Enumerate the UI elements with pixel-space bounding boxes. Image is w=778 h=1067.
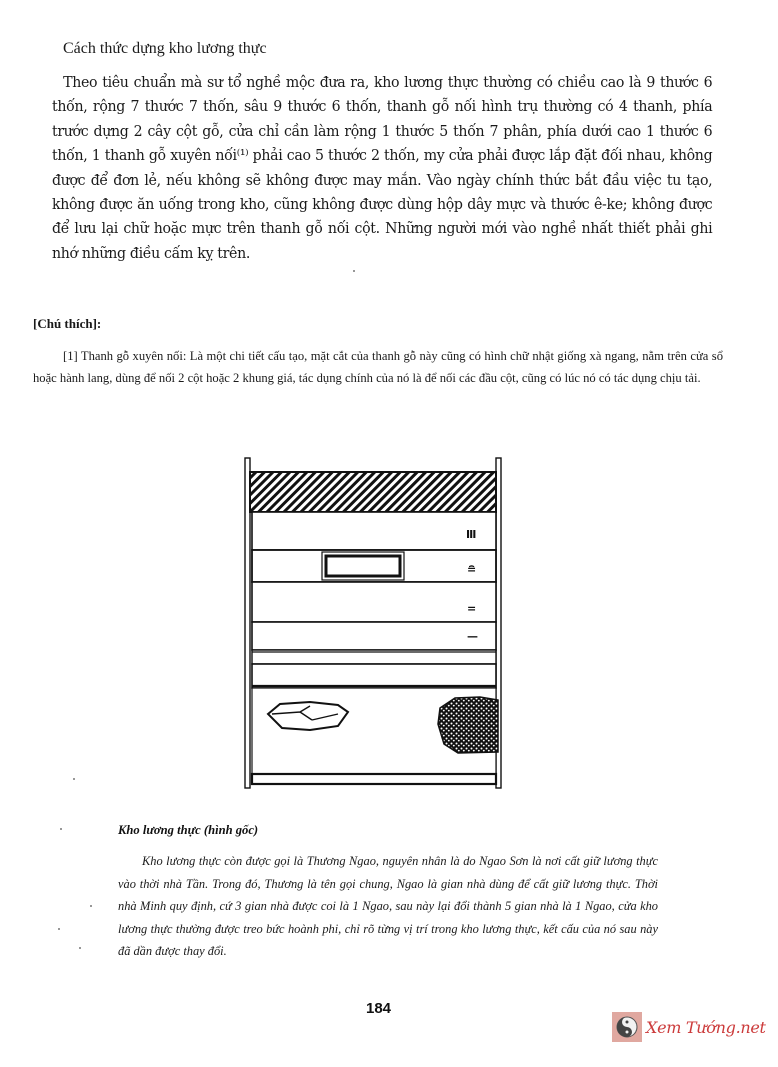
granary-illustration — [240, 452, 510, 792]
watermark-text: Xem Tướng.net — [646, 1017, 766, 1037]
figure-caption-title: Kho lương thực (hình gốc) — [118, 823, 259, 837]
scan-speck — [58, 928, 60, 930]
scan-speck — [90, 905, 92, 907]
plank-4 — [252, 622, 496, 650]
marker-3: = — [467, 602, 477, 615]
marker-1: Ⅲ — [466, 528, 477, 541]
hatched-beam — [250, 472, 496, 512]
watermark-logo — [612, 1012, 766, 1042]
notes-heading: [Chú thích]: — [33, 316, 102, 331]
placard — [326, 556, 400, 576]
body-paragraph: Theo tiêu chuẩn mà sư tổ nghề mộc đưa ra, kho lương thực thường có chiều cao là 9 thước 6 thốn, rộng 7 thước 7 thốn, sâu 9 thước 6 thốn, thanh gỗ nối hình trụ thường có 4 thanh, phía trước dựng 2 cây cột gỗ, cửa chỉ cần làm rộng 1 thước 5 thốn 7 phân, phía dưới cao 1 thước 6 thốn, 1 thanh gỗ xuyên nối⁽¹⁾ phải cao 5 thước 2 thốn, my cửa phải được lắp đặt đối nhau, không được để đơn lẻ, nếu không sẽ không được may mắn. Vào ngày chính thức bắt đầu việc tu tạo, không được ăn uống trong kho, cũng không được dùng hộp dây mực và thước ê-ke; không được để lưu lại chữ hoặc mực trên thanh gỗ nối cột. Những người mới vào nghề nhất thiết phải ghi nhớ những điều cấm kỵ trên. — [52, 73, 713, 262]
grain-pile — [438, 697, 498, 753]
yin-yang-icon — [612, 1012, 642, 1042]
plank-3 — [252, 582, 496, 622]
grain-basket — [268, 702, 348, 730]
scan-speck — [79, 947, 81, 949]
floor-beam — [252, 774, 496, 784]
scan-speck — [73, 778, 75, 780]
granary-drawing — [240, 452, 510, 792]
scan-speck — [60, 828, 62, 830]
section-title: Cách thức dựng kho lương thực — [63, 40, 267, 57]
marker-2: ≘ — [467, 563, 477, 576]
figure-caption-text: Kho lương thực còn được gọi là Thương Ngao, nguyên nhân là do Ngao Sơn là nơi cất giữ lương thực vào thời nhà Tần. Trong đó, Thương là tên gọi chung, Ngao là gian nhà dùng để cất giữ lương thực. Thời nhà Minh quy định, cứ 3 gian nhà được coi là 1 Ngao, sau này lại đổi thành 5 gian nhà là 1 Ngao, cửa kho lương thực thường được treo bức hoành phi, chỉ rõ từng vị trí trong kho lương thực, kết cấu của nó sau này đã dần được thay đổi. — [118, 854, 658, 958]
marker-4: — — [467, 630, 478, 643]
footnote-1: [1] Thanh gỗ xuyên nối: Là một chi tiết cấu tạo, mặt cắt của thanh gỗ này cũng có hình chữ nhật giống xà ngang, nằm trên cửa sổ hoặc hành lang, dùng để nối 2 cột hoặc 2 khung giá, tác dụng chính của nó là để nối các đầu cột, cũng có lúc nó có tác dụng chịu tải. — [33, 349, 723, 385]
plank-1 — [252, 512, 496, 550]
plank-6 — [252, 664, 496, 688]
page-number: 184 — [366, 1000, 392, 1017]
scan-speck — [353, 270, 355, 272]
